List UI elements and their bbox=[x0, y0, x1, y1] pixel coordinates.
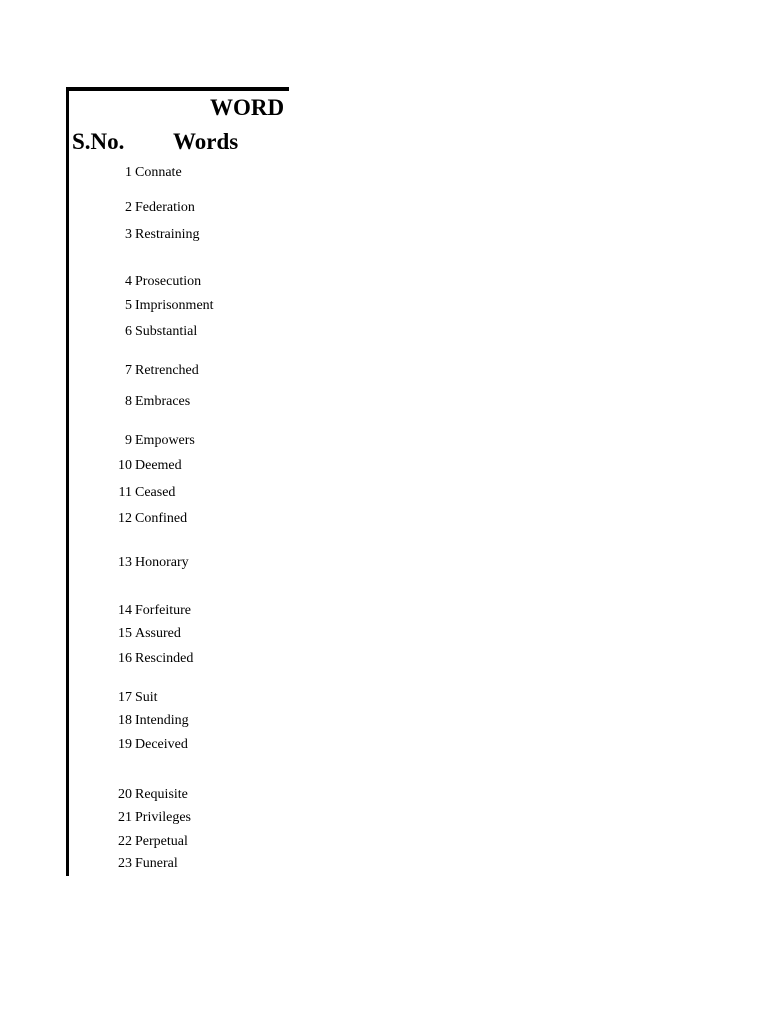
row-number: 6 bbox=[125, 324, 132, 339]
row-number: 10 bbox=[118, 458, 132, 473]
row-word: Suit bbox=[135, 690, 158, 705]
row-number: 2 bbox=[125, 200, 132, 215]
column-header-words: Words bbox=[173, 129, 239, 154]
row-number: 16 bbox=[118, 651, 132, 666]
row-word: Forfeiture bbox=[135, 603, 191, 618]
row-number: 8 bbox=[125, 394, 132, 409]
row-word: Honorary bbox=[135, 555, 189, 570]
column-header-sno: S.No. bbox=[72, 129, 125, 154]
row-word: Privileges bbox=[135, 810, 191, 825]
row-word: Ceased bbox=[135, 485, 176, 500]
row-word: Deceived bbox=[135, 737, 188, 752]
row-word: Perpetual bbox=[135, 834, 188, 849]
row-number: 3 bbox=[125, 227, 132, 242]
row-word: Deemed bbox=[135, 458, 182, 473]
row-word: Prosecution bbox=[135, 274, 202, 289]
row-number: 22 bbox=[118, 834, 132, 849]
row-word: Retrenched bbox=[135, 363, 199, 378]
row-number: 21 bbox=[118, 810, 132, 825]
row-number: 19 bbox=[118, 737, 132, 752]
row-number: 5 bbox=[125, 298, 132, 313]
row-number: 23 bbox=[118, 856, 132, 871]
row-word: Intending bbox=[135, 713, 189, 728]
row-word: Funeral bbox=[135, 856, 178, 871]
sheet-visible-area bbox=[0, 0, 289, 1024]
table-top-border bbox=[66, 87, 289, 91]
row-word: Imprisonment bbox=[135, 298, 214, 313]
row-number: 7 bbox=[125, 363, 132, 378]
row-word: Substantial bbox=[135, 324, 198, 339]
row-word: Connate bbox=[135, 165, 182, 180]
row-word: Embraces bbox=[135, 394, 191, 409]
row-word: Assured bbox=[135, 626, 181, 641]
row-word: Federation bbox=[135, 200, 195, 215]
row-number: 20 bbox=[118, 787, 132, 802]
row-number: 15 bbox=[118, 626, 132, 641]
row-number: 1 bbox=[125, 165, 132, 180]
row-word: Requisite bbox=[135, 787, 188, 802]
row-word: Restraining bbox=[135, 227, 200, 242]
row-number: 14 bbox=[118, 603, 132, 618]
row-number: 9 bbox=[125, 433, 132, 448]
row-number: 12 bbox=[118, 511, 132, 526]
table-left-border bbox=[66, 87, 69, 876]
row-word: Empowers bbox=[135, 433, 195, 448]
row-number: 17 bbox=[118, 690, 132, 705]
row-word: Confined bbox=[135, 511, 188, 526]
row-word: Rescinded bbox=[135, 651, 194, 666]
sheet-title: WORD bbox=[210, 95, 285, 120]
row-number: 4 bbox=[125, 274, 132, 289]
row-number: 11 bbox=[118, 485, 132, 500]
row-number: 13 bbox=[118, 555, 132, 570]
row-number: 18 bbox=[118, 713, 132, 728]
